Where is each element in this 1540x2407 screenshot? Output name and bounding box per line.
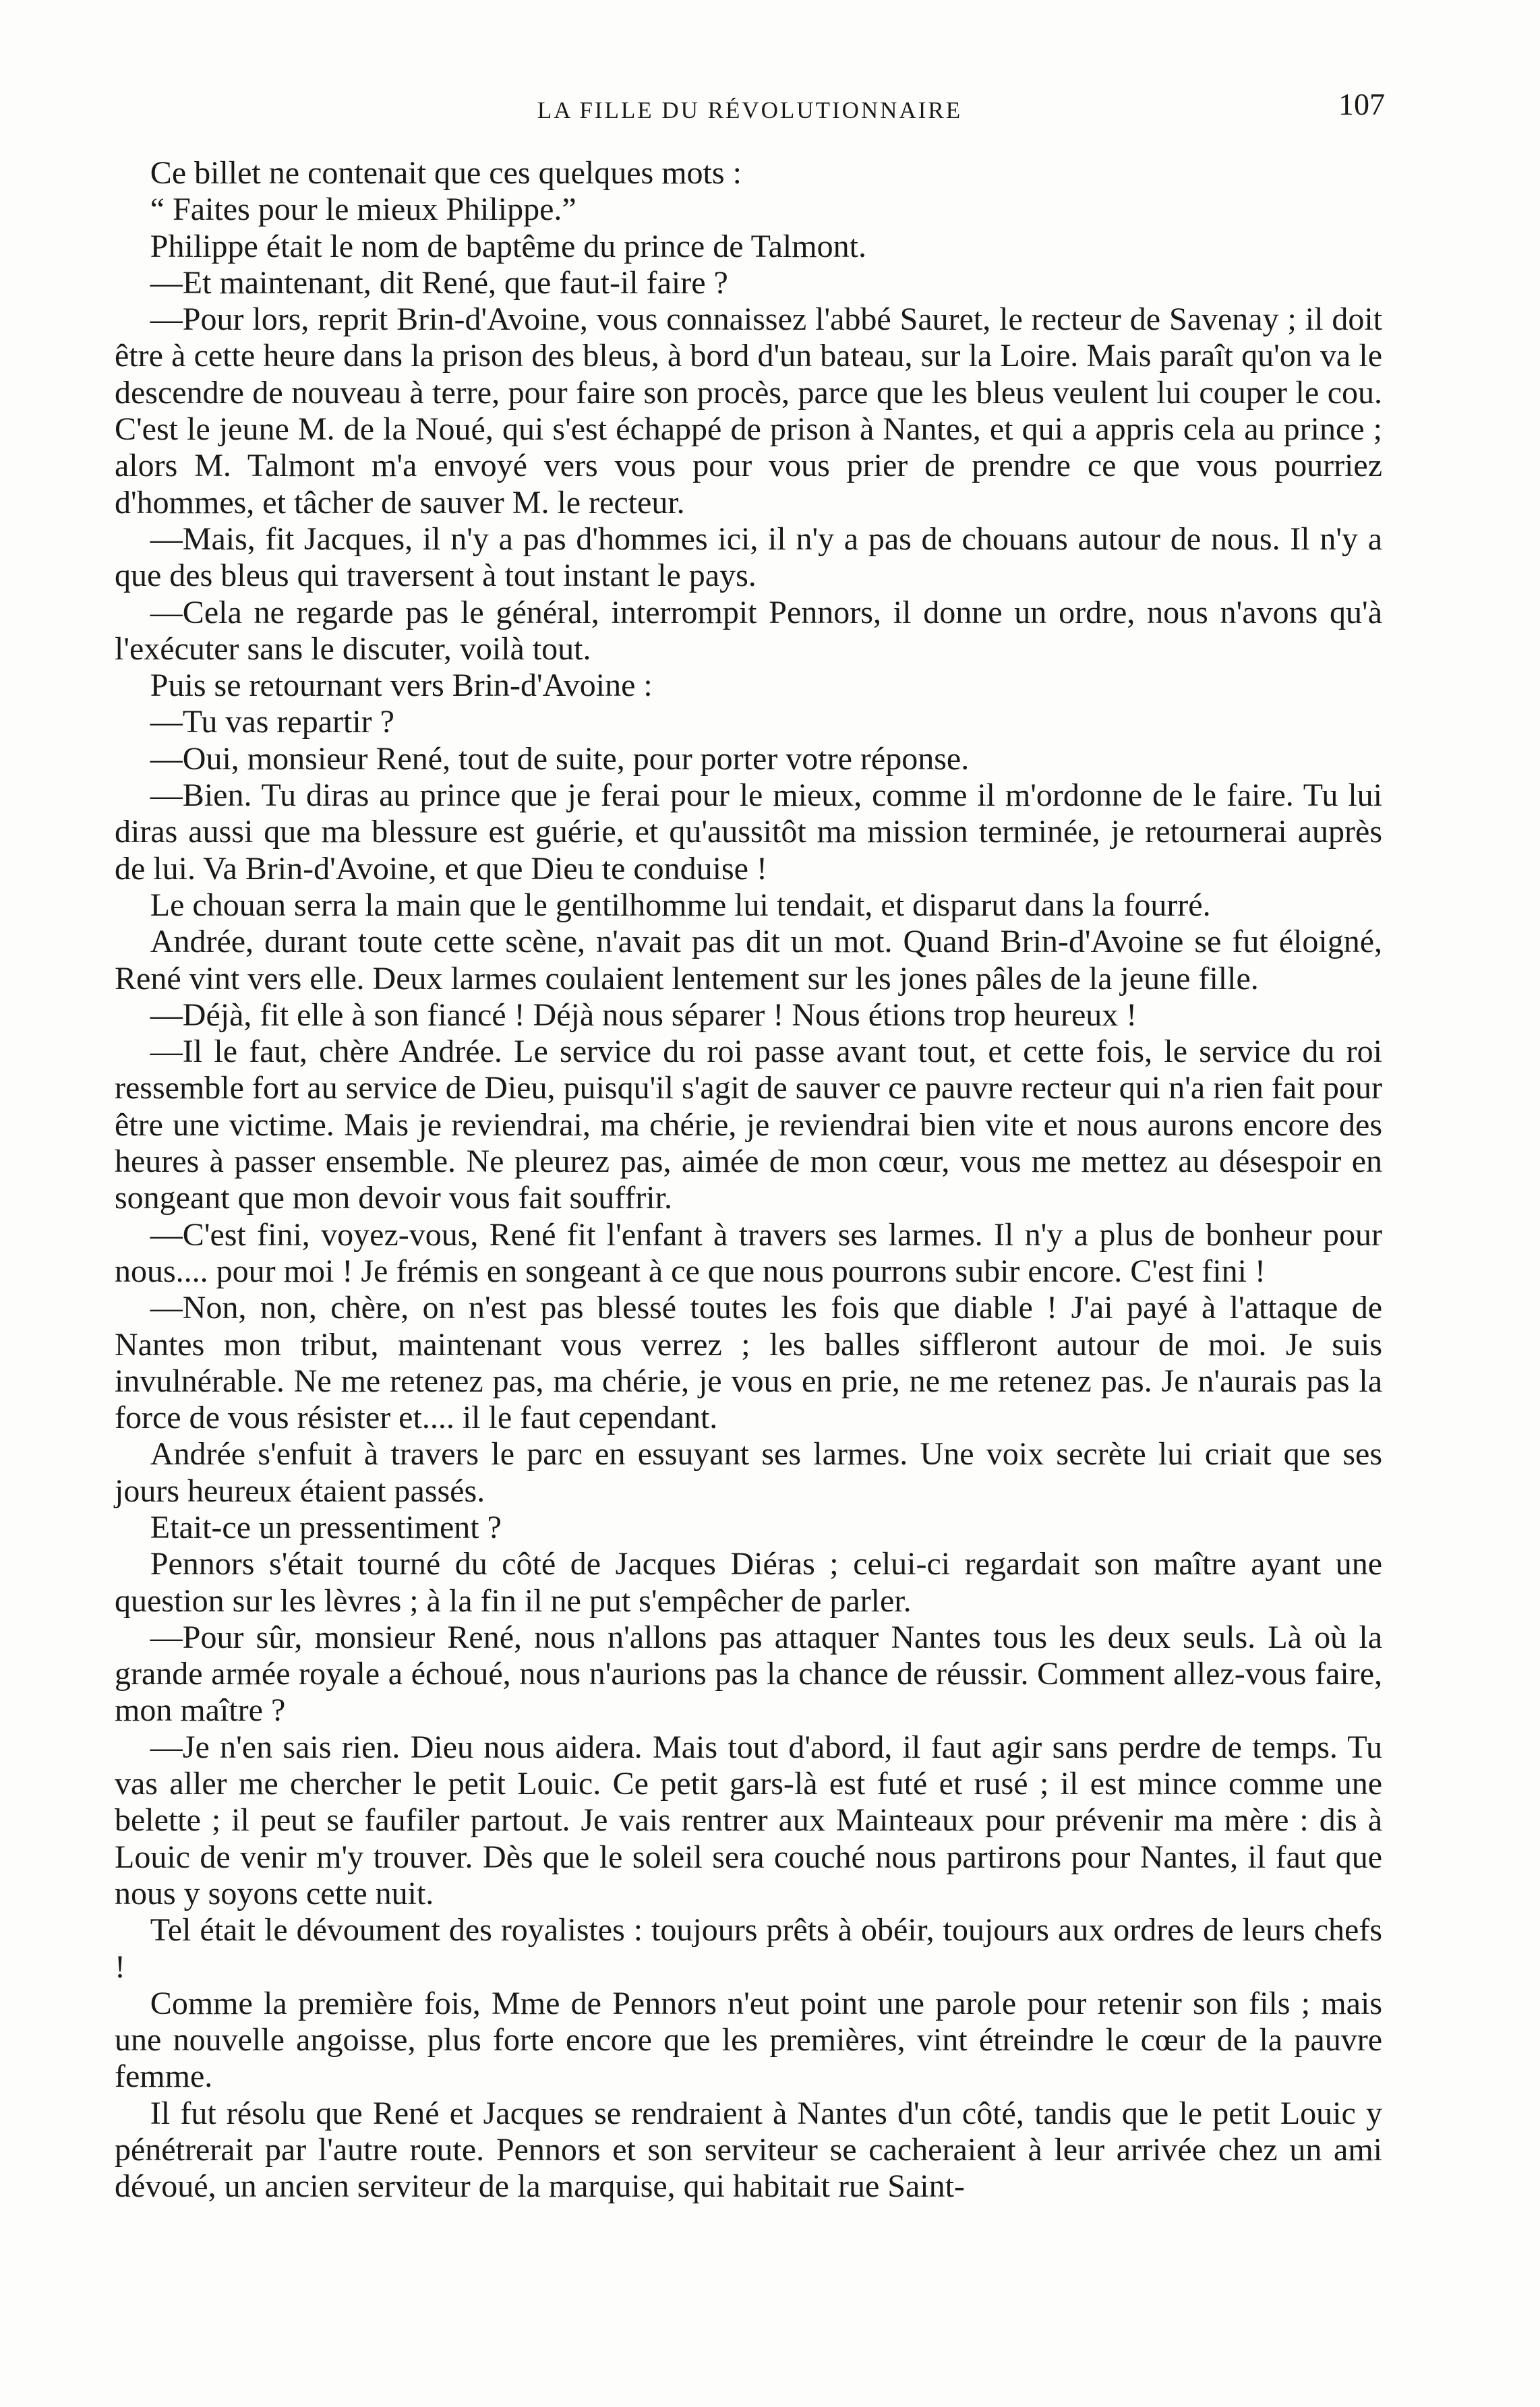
paragraph: “ Faites pour le mieux Philippe.” bbox=[150, 191, 576, 228]
paragraph: Andrée s'enfuit à travers le parc en essuyant ses larmes. Une voix secrète lui criait que ses jours heureux étaient passés. bbox=[115, 1436, 1382, 1509]
paragraph: Pennors s'était tourné du côté de Jacques Diéras ; celui-ci regardait son maître ayant une question sur les lèvres ; à la fin il ne put s'empêcher de parler. bbox=[115, 1546, 1382, 1619]
paragraph: Andrée, durant toute cette scène, n'avait pas dit un mot. Quand Brin-d'Avoine se fut éloigné, René vint vers elle. Deux larmes coulaient lentement sur les jones pâles de la jeune fille. bbox=[115, 924, 1382, 997]
paragraph: —Non, non, chère, on n'est pas blessé toutes les fois que diable ! J'ai payé à l'attaque de Nantes mon tribut, maintenant vous verrez ; les balles siffleront autour de moi. Je suis invulnérable. Ne me retenez pas, ma chérie, je vous en prie, ne me retenez pas. Je n'aurais pas la force de vous résister et.... il le faut cependant. bbox=[115, 1290, 1382, 1436]
paragraph: —C'est fini, voyez-vous, René fit l'enfant à travers ses larmes. Il n'y a plus de bonheur pour nous.... pour moi ! Je frémis en songeant à ce que nous pourrons subir encore. C'est fini ! bbox=[115, 1216, 1382, 1289]
paragraph: Comme la première fois, Mme de Pennors n'eut point une parole pour retenir son fils ; mais une nouvelle angoisse, plus forte encore que les premières, vint étreindre le cœur de la pauvre femme. bbox=[115, 1985, 1382, 2095]
paragraph: —Il le faut, chère Andrée. Le service du roi passe avant tout, et cette fois, le service du roi ressemble fort au service de Dieu, puisqu'il s'agit de sauver ce pauvre recteur qui n'a rien fait pour être une victime. Mais je reviendrai, ma chérie, je reviendrai bien vite et nous aurons encore des heures à passer ensemble. Ne pleurez pas, aimée de mon cœur, vous me mettez au désespoir en songeant que mon devoir vous fait souffrir. bbox=[115, 1034, 1382, 1216]
paragraph: —Bien. Tu diras au prince que je ferai pour le mieux, comme il m'ordonne de le faire. Tu lui diras aussi que ma blessure est guérie, et qu'aussitôt ma mission terminée, je retournerai auprès de lui. Va Brin-d'Avoine, et que Dieu te conduise ! bbox=[115, 777, 1382, 887]
body-text bbox=[115, 155, 1382, 2205]
paragraph: —Pour lors, reprit Brin-d'Avoine, vous connaissez l'abbé Sauret, le recteur de Savenay ; il doit être à cette heure dans la prison des bleus, à bord d'un bateau, sur la Loire. Mais paraît qu'on va le descendre de nouveau à terre, pour faire son procès, parce que les bleus veulent lui couper le cou. C'est le jeune M. de la Noué, qui s'est échappé de prison à Nantes, et qui a appris cela au prince ; alors M. Talmont m'a envoyé vers vous pour vous prier de prendre ce que vous pourriez d'hommes, et tâcher de sauver M. le recteur. bbox=[115, 301, 1382, 521]
paragraph: —Je n'en sais rien. Dieu nous aidera. Mais tout d'abord, il faut agir sans perdre de temps. Tu vas aller me chercher le petit Louic. Ce petit gars-là est futé et rusé ; il est mince comme une belette ; il peut se faufiler partout. Je vais rentrer aux Mainteaux pour prévenir ma mère : dis à Louic de venir m'y trouver. Dès que le soleil sera couché nous partirons pour Nantes, il faut que nous y soyons cette nuit. bbox=[115, 1729, 1382, 1911]
paragraph: —Et maintenant, dit René, que faut-il faire ? bbox=[150, 264, 728, 301]
paragraph: —Pour sûr, monsieur René, nous n'allons pas attaquer Nantes tous les deux seuls. Là où la grande armée royale a échoué, nous n'aurions pas la chance de réussir. Comment allez-vous faire, mon maître ? bbox=[115, 1619, 1382, 1729]
paragraph: —Déjà, fit elle à son fiancé ! Déjà nous séparer ! Nous étions trop heureux ! bbox=[150, 997, 1137, 1033]
page-header bbox=[115, 86, 1385, 133]
running-title: LA FILLE DU RÉVOLUTIONNAIRE bbox=[537, 97, 963, 123]
paragraph: —Mais, fit Jacques, il n'y a pas d'hommes ici, il n'y a pas de chouans autour de nous. Il n'y a que des bleus qui traversent à tout instant le pays. bbox=[115, 521, 1382, 594]
paragraph: Puis se retournant vers Brin-d'Avoine : bbox=[150, 667, 653, 704]
paragraph: —Tu vas repartir ? bbox=[150, 704, 394, 740]
paragraph: Le chouan serra la main que le gentilhomme lui tendait, et disparut dans la fourré. bbox=[150, 887, 1211, 923]
paragraph: —Cela ne regarde pas le général, interrompit Pennors, il donne un ordre, nous n'avons qu'à l'exécuter sans le discuter, voilà tout. bbox=[115, 594, 1382, 667]
paragraph: Tel était le dévoument des royalistes : toujours prêts à obéir, toujours aux ordres de leurs chefs ! bbox=[115, 1912, 1382, 1985]
page-number: 107 bbox=[1338, 87, 1385, 121]
paragraph: Il fut résolu que René et Jacques se rendraient à Nantes d'un côté, tandis que le petit Louic y pénétrerait par l'autre route. Pennors et son serviteur se cacheraient à leur arrivée chez un ami dévoué, un ancien serviteur de la marquise, qui habitait rue Saint- bbox=[115, 2095, 1382, 2205]
paragraph: Etait-ce un pressentiment ? bbox=[150, 1509, 502, 1545]
paragraph: Ce billet ne contenait que ces quelques mots : bbox=[150, 155, 742, 191]
paragraph: —Oui, monsieur René, tout de suite, pour porter votre réponse. bbox=[150, 740, 970, 777]
paragraph: Philippe était le nom de baptême du prince de Talmont. bbox=[150, 228, 866, 264]
